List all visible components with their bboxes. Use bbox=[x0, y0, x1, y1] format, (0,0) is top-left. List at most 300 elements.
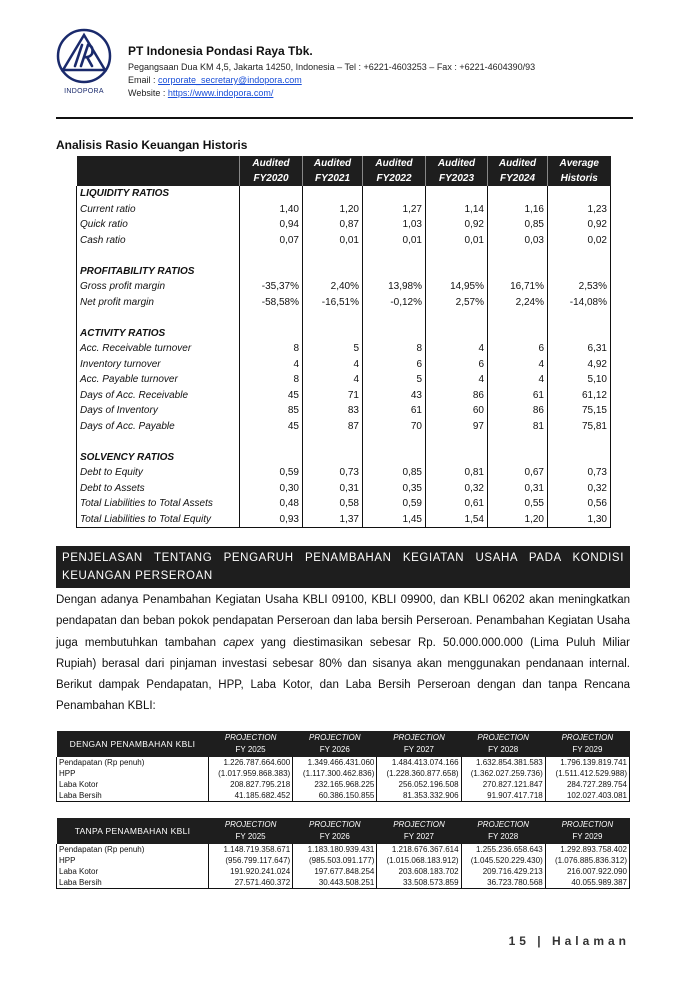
ratio-column-header-line2: Historis bbox=[548, 171, 611, 186]
projection-column-header bbox=[293, 731, 377, 757]
ratio-value: -16,51% bbox=[303, 295, 363, 311]
ratio-group-row bbox=[77, 450, 611, 466]
ratio-value: 70 bbox=[363, 419, 426, 435]
header-divider bbox=[56, 117, 633, 119]
ratio-value: 8 bbox=[240, 372, 303, 388]
ratio-empty-cell bbox=[548, 450, 611, 466]
ratio-value: 97 bbox=[426, 419, 488, 435]
ratio-column-header-line2: FY2021 bbox=[303, 171, 363, 186]
projection-value: 1.148.719.358.671 bbox=[209, 844, 293, 855]
ratio-value: 5,10 bbox=[548, 372, 611, 388]
explanation-heading: PENJELASAN TENTANG PENGARUH PENAMBAHAN KEGIATAN USAHA PADA KONDISI KEUANGAN PERSEROAN bbox=[56, 546, 630, 588]
ratio-value: 0,55 bbox=[488, 496, 548, 512]
ratio-empty-cell bbox=[240, 186, 303, 202]
projection-value: 216.007.922.090 bbox=[545, 866, 629, 877]
ratio-value: 2,57% bbox=[426, 295, 488, 311]
ratio-value: -35,37% bbox=[240, 279, 303, 295]
ratio-value: 86 bbox=[488, 403, 548, 419]
projection-value: 40.055.989.387 bbox=[545, 877, 629, 889]
projection-column-line2: FY 2025 bbox=[235, 832, 266, 841]
ratio-value: 4 bbox=[303, 372, 363, 388]
projection-column-line2: FY 2029 bbox=[572, 832, 603, 841]
ratio-value: 1,37 bbox=[303, 512, 363, 528]
ratio-table bbox=[76, 156, 611, 528]
projection-column-line2: FY 2026 bbox=[319, 832, 350, 841]
projection-column-header bbox=[209, 818, 293, 844]
ratio-row-label: Debt to Equity bbox=[77, 465, 240, 481]
ratio-value: 1,23 bbox=[548, 202, 611, 218]
ratio-row bbox=[77, 465, 611, 481]
ratio-value: 6 bbox=[363, 357, 426, 373]
projection-value: (1.076.885.836.312) bbox=[545, 855, 629, 866]
projection-value: 1.796.139.819.741 bbox=[545, 757, 629, 768]
projection-value: (1.017.959.868.383) bbox=[209, 768, 293, 779]
ratio-row-label: Days of Acc. Receivable bbox=[77, 388, 240, 404]
projection-value: 208.827.795.218 bbox=[209, 779, 293, 790]
ratio-row-label: Total Liabilities to Total Assets bbox=[77, 496, 240, 512]
ratio-value: -58,58% bbox=[240, 295, 303, 311]
ratio-row bbox=[77, 341, 611, 357]
ratio-value: 0,94 bbox=[240, 217, 303, 233]
ratio-row-label: Quick ratio bbox=[77, 217, 240, 233]
projection-value: 1.349.466.431.060 bbox=[293, 757, 377, 768]
projection-column-line2: FY 2029 bbox=[572, 745, 603, 754]
ratio-value: 0,31 bbox=[303, 481, 363, 497]
projection-row-label: Laba Kotor bbox=[57, 779, 209, 790]
projection-column-header bbox=[461, 818, 545, 844]
ratio-value: 0,48 bbox=[240, 496, 303, 512]
projection-column-header bbox=[377, 818, 461, 844]
ratio-empty-cell bbox=[363, 326, 426, 342]
projection-column-line1: PROJECTION bbox=[477, 733, 529, 742]
ratio-row-label: Days of Acc. Payable bbox=[77, 419, 240, 435]
ratio-spacer-row bbox=[77, 310, 611, 326]
company-name: PT Indonesia Pondasi Raya Tbk. bbox=[128, 44, 313, 58]
ratio-value: 0,73 bbox=[548, 465, 611, 481]
projection-table-title: TANPA PENAMBAHAN KBLI bbox=[57, 818, 209, 844]
ratio-empty-cell bbox=[488, 186, 548, 202]
ratio-empty-cell bbox=[488, 326, 548, 342]
ratio-value: 1,45 bbox=[363, 512, 426, 528]
projection-value: 203.608.183.702 bbox=[377, 866, 461, 877]
ratio-value: 71 bbox=[303, 388, 363, 404]
ratio-row bbox=[77, 357, 611, 373]
ratio-empty-cell bbox=[488, 264, 548, 280]
projection-column-line1: PROJECTION bbox=[309, 733, 361, 742]
ratio-value: 1,03 bbox=[363, 217, 426, 233]
company-logo bbox=[56, 28, 112, 84]
ratio-spacer-cell bbox=[548, 434, 611, 450]
ratio-value: 0,03 bbox=[488, 233, 548, 249]
projection-value: 91.907.417.718 bbox=[461, 790, 545, 802]
ratio-value: 0,32 bbox=[426, 481, 488, 497]
ratio-value: 0,85 bbox=[488, 217, 548, 233]
projection-column-line2: FY 2025 bbox=[235, 745, 266, 754]
projection-row bbox=[57, 757, 630, 768]
ratio-value: 1,20 bbox=[488, 512, 548, 528]
ratio-value: 1,14 bbox=[426, 202, 488, 218]
projection-value: (956.799.117.647) bbox=[209, 855, 293, 866]
ratio-spacer-cell bbox=[426, 434, 488, 450]
projection-value: 232.165.968.225 bbox=[293, 779, 377, 790]
ratio-value: 4 bbox=[426, 372, 488, 388]
ratio-value: 2,40% bbox=[303, 279, 363, 295]
ratio-spacer-cell bbox=[240, 248, 303, 264]
ratio-value: 14,95% bbox=[426, 279, 488, 295]
ratio-value: 86 bbox=[426, 388, 488, 404]
ratio-header-row-2 bbox=[77, 171, 611, 186]
ratio-column-header-line1: Audited bbox=[303, 156, 363, 171]
website-link[interactable]: https://www.indopora.com/ bbox=[167, 88, 274, 98]
ratio-spacer-cell bbox=[77, 434, 240, 450]
ratio-value: 87 bbox=[303, 419, 363, 435]
ratio-empty-cell bbox=[363, 450, 426, 466]
ratio-value: 16,71% bbox=[488, 279, 548, 295]
ratio-value: 0,02 bbox=[548, 233, 611, 249]
ratio-spacer-cell bbox=[488, 310, 548, 326]
ratio-spacer-row bbox=[77, 248, 611, 264]
ratio-empty-cell bbox=[426, 450, 488, 466]
logo-caption: INDOPORA bbox=[64, 88, 104, 95]
ratio-empty-cell bbox=[488, 450, 548, 466]
ratio-column-header-line1: Audited bbox=[488, 156, 548, 171]
ratio-group-name: LIQUIDITY RATIOS bbox=[77, 186, 240, 202]
ratio-row-label: Gross profit margin bbox=[77, 279, 240, 295]
ratio-spacer-cell bbox=[488, 248, 548, 264]
ratio-row-label: Acc. Payable turnover bbox=[77, 372, 240, 388]
ratio-value: 0,67 bbox=[488, 465, 548, 481]
projection-value: 1.183.180.939.431 bbox=[293, 844, 377, 855]
projection-header-row bbox=[57, 731, 630, 757]
ratio-column-header-line1: Audited bbox=[240, 156, 303, 171]
website-label: Website : bbox=[128, 88, 168, 98]
ratio-spacer-cell bbox=[303, 310, 363, 326]
ratio-group-name: ACTIVITY RATIOS bbox=[77, 326, 240, 342]
ratio-row bbox=[77, 202, 611, 218]
ratio-value: 0,73 bbox=[303, 465, 363, 481]
ratio-row bbox=[77, 403, 611, 419]
projection-column-line2: FY 2026 bbox=[319, 745, 350, 754]
ratio-header-blank bbox=[77, 156, 240, 171]
projection-column-line1: PROJECTION bbox=[224, 820, 277, 829]
paragraph-text-1: Dengan adanya Penambahan Kegiatan Usaha KBLI 09100, KBLI 09900, dan KBLI 06202 akan meningkatkan pendapatan dan beban pokok pendapatan Perseroan dan laba bersih Perseroan. Penambahan Kegiatan Usaha juga membutuhkan tambahan bbox=[56, 594, 630, 649]
ratio-row bbox=[77, 496, 611, 512]
ratio-spacer-cell bbox=[548, 310, 611, 326]
ratio-value: 4,92 bbox=[548, 357, 611, 373]
explanation-paragraph bbox=[56, 590, 630, 718]
projection-value: (1.015.068.183.912) bbox=[377, 855, 461, 866]
ratio-empty-cell bbox=[303, 186, 363, 202]
projection-value: 27.571.460.372 bbox=[209, 877, 293, 889]
projection-column-header bbox=[293, 818, 377, 844]
ratio-spacer-cell bbox=[240, 434, 303, 450]
projection-row-label: Laba Bersih bbox=[57, 790, 209, 802]
projection-value: 1.632.854.381.583 bbox=[461, 757, 545, 768]
ratio-empty-cell bbox=[303, 326, 363, 342]
ratio-value: 1,20 bbox=[303, 202, 363, 218]
ratio-row-label: Debt to Assets bbox=[77, 481, 240, 497]
ratio-value: -0,12% bbox=[363, 295, 426, 311]
email-link[interactable]: corporate_secretary@indopora.com bbox=[158, 75, 302, 85]
ratio-column-header-line1: Audited bbox=[426, 156, 488, 171]
ratio-spacer-cell bbox=[303, 434, 363, 450]
ratio-value: 1,16 bbox=[488, 202, 548, 218]
ratio-row-label: Current ratio bbox=[77, 202, 240, 218]
projection-value: 1.218.676.367.614 bbox=[377, 844, 461, 855]
ratio-value: 1,30 bbox=[548, 512, 611, 528]
page-number: 15 | Halaman bbox=[508, 934, 630, 948]
company-website-line bbox=[128, 88, 273, 98]
ratio-value: 4 bbox=[303, 357, 363, 373]
projection-row bbox=[57, 790, 630, 802]
ratio-header-row-1 bbox=[77, 156, 611, 171]
ratio-value: 8 bbox=[240, 341, 303, 357]
ratio-value: 1,54 bbox=[426, 512, 488, 528]
ratio-value: 1,27 bbox=[363, 202, 426, 218]
ratio-value: 5 bbox=[363, 372, 426, 388]
projection-column-line2: FY 2028 bbox=[488, 745, 519, 754]
ratio-empty-cell bbox=[303, 450, 363, 466]
ratio-row-label: Total Liabilities to Total Equity bbox=[77, 512, 240, 528]
ratio-group-row bbox=[77, 186, 611, 202]
ratio-value: 2,24% bbox=[488, 295, 548, 311]
ratio-value: 43 bbox=[363, 388, 426, 404]
ratio-section-title: Analisis Rasio Keuangan Historis bbox=[56, 138, 248, 152]
ratio-value: 0,56 bbox=[548, 496, 611, 512]
ratio-value: 81 bbox=[488, 419, 548, 435]
paragraph-text-2: yang diestimasikan sebesar Rp. 50.000.000.000 (Lima Puluh Miliar Rupiah) berasal dari pinjaman investasi sebesar 80% dan sisanya akan menggunakan pendanaan internal. Berikut dampak Pendapatan, HPP, Laba Kotor, dan Laba Bersih Perseroan dengan dan tanpa Rencana Penambahan KBLI: bbox=[56, 636, 630, 713]
ratio-value: 0,01 bbox=[303, 233, 363, 249]
ratio-value: 6,31 bbox=[548, 341, 611, 357]
projection-value: 36.723.780.568 bbox=[461, 877, 545, 889]
projection-row-label: Pendapatan (Rp penuh) bbox=[57, 844, 209, 855]
projection-row-label: HPP bbox=[57, 768, 209, 779]
ratio-value: 0,59 bbox=[363, 496, 426, 512]
ratio-row bbox=[77, 419, 611, 435]
ratio-empty-cell bbox=[240, 264, 303, 280]
ratio-value: 61 bbox=[363, 403, 426, 419]
ratio-row bbox=[77, 481, 611, 497]
ratio-header-blank bbox=[77, 171, 240, 186]
projection-value: (1.045.520.229.430) bbox=[461, 855, 545, 866]
ratio-value: 4 bbox=[240, 357, 303, 373]
ratio-value: 0,92 bbox=[426, 217, 488, 233]
projection-value: 33.508.573.859 bbox=[377, 877, 461, 889]
ratio-row bbox=[77, 217, 611, 233]
ratio-group-row bbox=[77, 264, 611, 280]
ratio-value: 45 bbox=[240, 419, 303, 435]
ratio-value: 4 bbox=[488, 357, 548, 373]
ratio-spacer-cell bbox=[363, 248, 426, 264]
ratio-spacer-cell bbox=[303, 248, 363, 264]
projection-value: 1.292.893.758.402 bbox=[545, 844, 629, 855]
ratio-spacer-cell bbox=[240, 310, 303, 326]
projection-row-label: HPP bbox=[57, 855, 209, 866]
ratio-value: 4 bbox=[488, 372, 548, 388]
ratio-value: -14,08% bbox=[548, 295, 611, 311]
ratio-spacer-cell bbox=[426, 248, 488, 264]
ratio-empty-cell bbox=[240, 326, 303, 342]
projection-value: 41.185.682.452 bbox=[209, 790, 293, 802]
projection-column-line1: PROJECTION bbox=[561, 733, 614, 742]
projection-column-line1: PROJECTION bbox=[393, 733, 445, 742]
ratio-value: 0,32 bbox=[548, 481, 611, 497]
ratio-group-name: PROFITABILITY RATIOS bbox=[77, 264, 240, 280]
ratio-value: 0,61 bbox=[426, 496, 488, 512]
projection-column-line1: PROJECTION bbox=[477, 820, 529, 829]
projection-table-without-kbli bbox=[56, 818, 630, 889]
ratio-value: 75,81 bbox=[548, 419, 611, 435]
projection-value: 102.027.403.081 bbox=[545, 790, 629, 802]
ratio-spacer-cell bbox=[77, 248, 240, 264]
ratio-value: 5 bbox=[303, 341, 363, 357]
ratio-row bbox=[77, 295, 611, 311]
projection-value: (1.228.360.877.658) bbox=[377, 768, 461, 779]
ratio-empty-cell bbox=[426, 186, 488, 202]
projection-value: 30.443.508.251 bbox=[293, 877, 377, 889]
ratio-empty-cell bbox=[303, 264, 363, 280]
ratio-empty-cell bbox=[548, 326, 611, 342]
ratio-value: 83 bbox=[303, 403, 363, 419]
ratio-value: 0,58 bbox=[303, 496, 363, 512]
projection-column-line2: FY 2028 bbox=[488, 832, 519, 841]
company-email-line bbox=[128, 75, 302, 85]
company-address: Pegangsaan Dua KM 4,5, Jakarta 14250, Indonesia – Tel : +6221-4603253 – Fax : +6221-4604390/93 bbox=[128, 62, 536, 72]
projection-value: 1.226.787.664.600 bbox=[209, 757, 293, 768]
ratio-column-header-line2: FY2024 bbox=[488, 171, 548, 186]
ratio-value: 6 bbox=[488, 341, 548, 357]
projection-column-header bbox=[545, 731, 629, 757]
ratio-column-header-line2: FY2022 bbox=[363, 171, 426, 186]
ratio-value: 0,81 bbox=[426, 465, 488, 481]
ratio-group-name: SOLVENCY RATIOS bbox=[77, 450, 240, 466]
ratio-column-header-line2: FY2020 bbox=[240, 171, 303, 186]
projection-header-row bbox=[57, 818, 630, 844]
ratio-row bbox=[77, 279, 611, 295]
projection-value: 191.920.241.024 bbox=[209, 866, 293, 877]
ratio-row bbox=[77, 388, 611, 404]
projection-value: 284.727.289.754 bbox=[545, 779, 629, 790]
projection-row bbox=[57, 779, 630, 790]
projection-column-header bbox=[377, 731, 461, 757]
ratio-value: 0,31 bbox=[488, 481, 548, 497]
ratio-value: 2,53% bbox=[548, 279, 611, 295]
ratio-spacer-cell bbox=[426, 310, 488, 326]
ratio-spacer-row bbox=[77, 434, 611, 450]
projection-column-line1: PROJECTION bbox=[393, 820, 445, 829]
ratio-value: 0,30 bbox=[240, 481, 303, 497]
ratio-value: 85 bbox=[240, 403, 303, 419]
ratio-value: 4 bbox=[426, 341, 488, 357]
ratio-row-label: Cash ratio bbox=[77, 233, 240, 249]
ratio-value: 61 bbox=[488, 388, 548, 404]
projection-value: 256.052.196.508 bbox=[377, 779, 461, 790]
projection-column-header bbox=[461, 731, 545, 757]
projection-value: (985.503.091.177) bbox=[293, 855, 377, 866]
ratio-value: 0,85 bbox=[363, 465, 426, 481]
ratio-value: 0,01 bbox=[426, 233, 488, 249]
projection-column-line1: PROJECTION bbox=[561, 820, 614, 829]
projection-row-label: Laba Kotor bbox=[57, 866, 209, 877]
paragraph-capex: capex bbox=[223, 636, 254, 649]
ratio-value: 0,87 bbox=[303, 217, 363, 233]
projection-row bbox=[57, 855, 630, 866]
ratio-value: 8 bbox=[363, 341, 426, 357]
ratio-row-label: Net profit margin bbox=[77, 295, 240, 311]
ratio-value: 75,15 bbox=[548, 403, 611, 419]
ratio-column-header-line1: Audited bbox=[363, 156, 426, 171]
ratio-value: 0,59 bbox=[240, 465, 303, 481]
ratio-value: 61,12 bbox=[548, 388, 611, 404]
projection-row bbox=[57, 844, 630, 855]
ratio-empty-cell bbox=[548, 186, 611, 202]
ratio-value: 0,35 bbox=[363, 481, 426, 497]
projection-row-label: Laba Bersih bbox=[57, 877, 209, 889]
projection-value: 1.484.413.074.166 bbox=[377, 757, 461, 768]
projection-row-label: Pendapatan (Rp penuh) bbox=[57, 757, 209, 768]
ratio-spacer-cell bbox=[548, 248, 611, 264]
ratio-value: 1,40 bbox=[240, 202, 303, 218]
logo-emblem-icon bbox=[56, 28, 112, 84]
ratio-spacer-cell bbox=[488, 434, 548, 450]
ratio-value: 45 bbox=[240, 388, 303, 404]
ratio-empty-cell bbox=[363, 186, 426, 202]
ratio-spacer-cell bbox=[363, 310, 426, 326]
ratio-empty-cell bbox=[548, 264, 611, 280]
projection-value: 1.255.236.658.643 bbox=[461, 844, 545, 855]
ratio-row-label: Inventory turnover bbox=[77, 357, 240, 373]
ratio-empty-cell bbox=[426, 264, 488, 280]
projection-row bbox=[57, 866, 630, 877]
projection-value: 60.386.150.855 bbox=[293, 790, 377, 802]
ratio-spacer-cell bbox=[77, 310, 240, 326]
projection-column-line1: PROJECTION bbox=[224, 733, 277, 742]
ratio-value: 0,93 bbox=[240, 512, 303, 528]
ratio-row bbox=[77, 512, 611, 528]
projection-table-with-kbli bbox=[56, 731, 630, 802]
ratio-row-label: Acc. Receivable turnover bbox=[77, 341, 240, 357]
ratio-value: 0,92 bbox=[548, 217, 611, 233]
projection-column-line2: FY 2027 bbox=[403, 745, 435, 754]
ratio-empty-cell bbox=[363, 264, 426, 280]
ratio-column-header-line1: Average bbox=[548, 156, 611, 171]
ratio-row bbox=[77, 372, 611, 388]
projection-column-header bbox=[545, 818, 629, 844]
ratio-empty-cell bbox=[240, 450, 303, 466]
email-label: Email : bbox=[128, 75, 159, 85]
ratio-value: 13,98% bbox=[363, 279, 426, 295]
projection-table-title: DENGAN PENAMBAHAN KBLI bbox=[57, 731, 209, 757]
ratio-row-label: Days of Inventory bbox=[77, 403, 240, 419]
ratio-value: 0,01 bbox=[363, 233, 426, 249]
projection-column-line1: PROJECTION bbox=[309, 820, 361, 829]
ratio-value: 6 bbox=[426, 357, 488, 373]
projection-value: 197.677.848.254 bbox=[293, 866, 377, 877]
projection-row bbox=[57, 877, 630, 889]
projection-value: (1.511.412.529.988) bbox=[545, 768, 629, 779]
ratio-spacer-cell bbox=[363, 434, 426, 450]
projection-column-header bbox=[209, 731, 293, 757]
projection-column-line2: FY 2027 bbox=[403, 832, 435, 841]
ratio-group-row bbox=[77, 326, 611, 342]
projection-value: 209.716.429.213 bbox=[461, 866, 545, 877]
projection-value: 81.353.332.906 bbox=[377, 790, 461, 802]
ratio-empty-cell bbox=[426, 326, 488, 342]
ratio-value: 60 bbox=[426, 403, 488, 419]
ratio-column-header-line2: FY2023 bbox=[426, 171, 488, 186]
projection-row bbox=[57, 768, 630, 779]
projection-value: 270.827.121.847 bbox=[461, 779, 545, 790]
